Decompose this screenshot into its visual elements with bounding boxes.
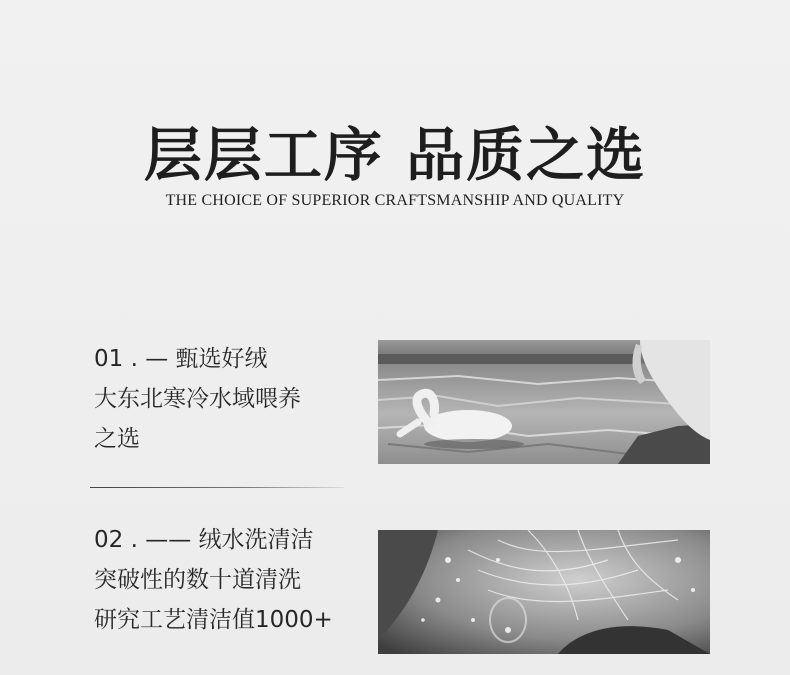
section-heading: 02 . —— 绒水洗清洁 <box>94 527 314 553</box>
section-text-line: 大东北寒冷水域喂养 <box>94 386 301 412</box>
section-washing <box>94 520 333 640</box>
page-title: 层层工序 品质之选 <box>143 121 647 189</box>
section-text-line: 研究工艺清洁值1000+ <box>94 607 333 633</box>
section-heading: 01 . — 甄选好绒 <box>94 346 268 372</box>
down-splash-photo <box>378 530 710 654</box>
page-subtitle: THE CHOICE OF SUPERIOR CRAFTSMANSHIP AND QUALITY <box>165 192 625 209</box>
section-text-line: 之选 <box>94 426 140 452</box>
section-divider <box>90 487 344 488</box>
section-text-line: 突破性的数十道清洗 <box>94 567 301 593</box>
swan-photo <box>378 340 710 464</box>
section-sourcing <box>94 339 301 459</box>
